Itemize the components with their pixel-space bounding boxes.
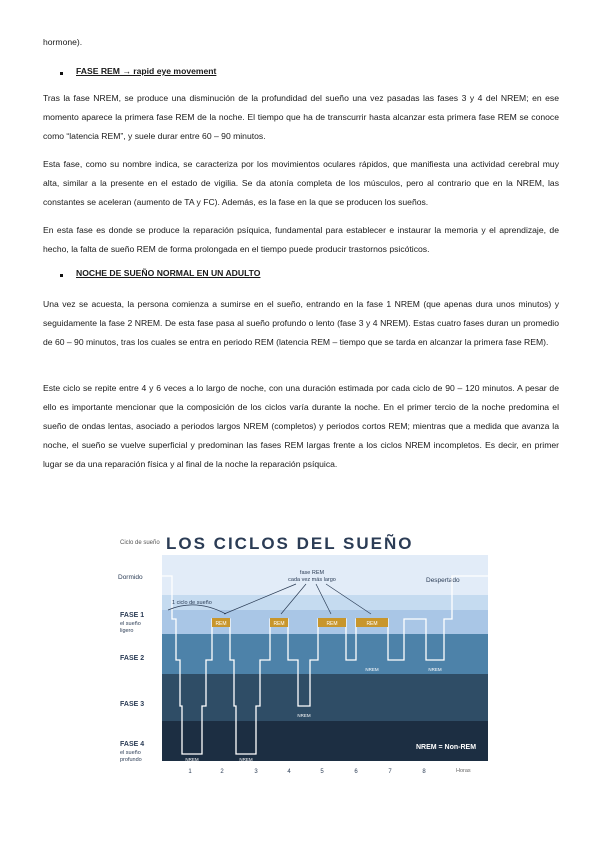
sleep-cycles-figure: [116, 524, 488, 786]
nrem-label-4: NREM: [365, 667, 379, 672]
nrem-label-3: NREM: [297, 713, 311, 718]
nrem-label-1: NREM: [185, 757, 199, 762]
paragraph-rem-intro: Tras la fase NREM, se produce una disminución de la profundidad del sueño una vez pasadas las fases 3 y 4 del NREM; en ese momento aparece la primera fase REM de la noche. El tiempo que ha de transcurrir hasta alcanzar esta primera fase REM se conoce como “latencia REM”, y suele durar entre 60 – 90 minutos.: [43, 93, 559, 141]
paragraph-continuation: hormone).: [43, 37, 83, 47]
hour-tick-label: 4: [287, 769, 291, 775]
heading-fase-rem: FASE REM → rapid eye movement: [76, 66, 217, 76]
label-fase1-sub2: ligero: [120, 628, 134, 634]
hour-tick-label: 3: [254, 769, 258, 775]
hour-tick-label: 6: [354, 769, 358, 775]
hour-tick-label: 7: [388, 769, 392, 775]
rem-note-line2: cada vez más largo: [288, 577, 336, 583]
label-fase4-sub1: el sueño: [120, 750, 141, 756]
hour-tick-label: 1: [188, 769, 192, 775]
bullet-dot-icon: [60, 72, 63, 75]
paragraph-rem-characteristics: Esta fase, como su nombre indica, se caracteriza por los movimientos oculares rápidos, que manifiesta una actividad cerebral muy alta, similar a la presente en el estado de vigilia. Se da atonía completa de los músculos, pero al contrario que en la NREM, las constantes se aceleran (aumento de TA y FC). Además, es la fase en la que se producen los sueños.: [43, 159, 559, 207]
label-fase2: FASE 2: [120, 655, 145, 662]
paragraph-cycle-repeat: Este ciclo se repite entre 4 y 6 veces a lo largo de noche, con una duración estimada por cada ciclo de 90 – 120 minutos. A pesar de ello es importante mencionar que la composición de los ciclos varía durante la noche. En el primer tercio de la noche predomina el sueño de ondas lentas, asociado a periodos largos NREM (completos) y periodos cortos REM; mientras que a medida que avanza la noche, el sueño se vuelve superficial y predominan las fases REM largas frente a los ciclos NREM incompletos. Es decir, en primer lugar se da una reparación física y al final de la noche la reparación psíquica.: [43, 383, 559, 469]
band-fase3: [162, 674, 488, 721]
hour-tick-label: 2: [220, 769, 224, 775]
label-fase4: FASE 4: [120, 741, 145, 748]
nrem-label-2: NREM: [239, 757, 253, 762]
legend-nrem: NREM = Non-REM: [415, 744, 477, 751]
label-fase1-sub1: el sueño: [120, 621, 141, 627]
label-fase1: FASE 1: [120, 612, 145, 619]
bullet-dot-icon: [60, 274, 63, 277]
paragraph-night-start: Una vez se acuesta, la persona comienza a sumirse en el sueño, entrando en la fase 1 NREM (que apenas dura unos minutos) y seguidamente la fase 2 NREM. De esta fase pasa al sueño profundo o lento (fase 3 y 4 NREM). Estas cuatro fases duran un promedio de 60 – 90 minutos, tras los cuales se entra en periodo REM (latencia REM – tiempo que se tarda en alcanzar la primera fase REM).: [43, 299, 559, 347]
hour-tick-label: 5: [320, 769, 324, 775]
heading-noche-normal: NOCHE DE SUEÑO NORMAL EN UN ADULTO: [76, 268, 261, 278]
rem-label-1: REM: [215, 621, 227, 627]
paragraph-rem-repair: En esta fase es donde se produce la reparación psíquica, fundamental para establecer e instaurar la memoria y el aprendizaje, de hecho, la falta de sueño REM de forma prolongada en el tiempo puede producir trastornos psicóticos.: [43, 225, 559, 254]
rem-label-3: REM: [326, 621, 338, 627]
label-fase3: FASE 3: [120, 701, 145, 708]
label-despertado: Despertado: [426, 577, 460, 584]
nrem-label-5: NREM: [428, 667, 442, 672]
rem-label-2: REM: [273, 621, 285, 627]
band-awake: [162, 555, 488, 595]
axis-title: Ciclo de sueño: [120, 540, 160, 546]
band-fase4: [162, 721, 488, 761]
hours-label: Horas: [456, 768, 471, 774]
rem-note-line1: fase REM: [299, 570, 325, 576]
hour-tick-label: 8: [422, 769, 426, 775]
rem-label-4: REM: [366, 621, 378, 627]
cycle-note: 1 ciclo de sueño: [172, 600, 212, 606]
figure-title: LOS CICLOS DEL SUEÑO: [166, 534, 414, 553]
label-fase4-sub2: profundo: [120, 757, 142, 763]
label-dormido: Dormido: [118, 574, 143, 581]
